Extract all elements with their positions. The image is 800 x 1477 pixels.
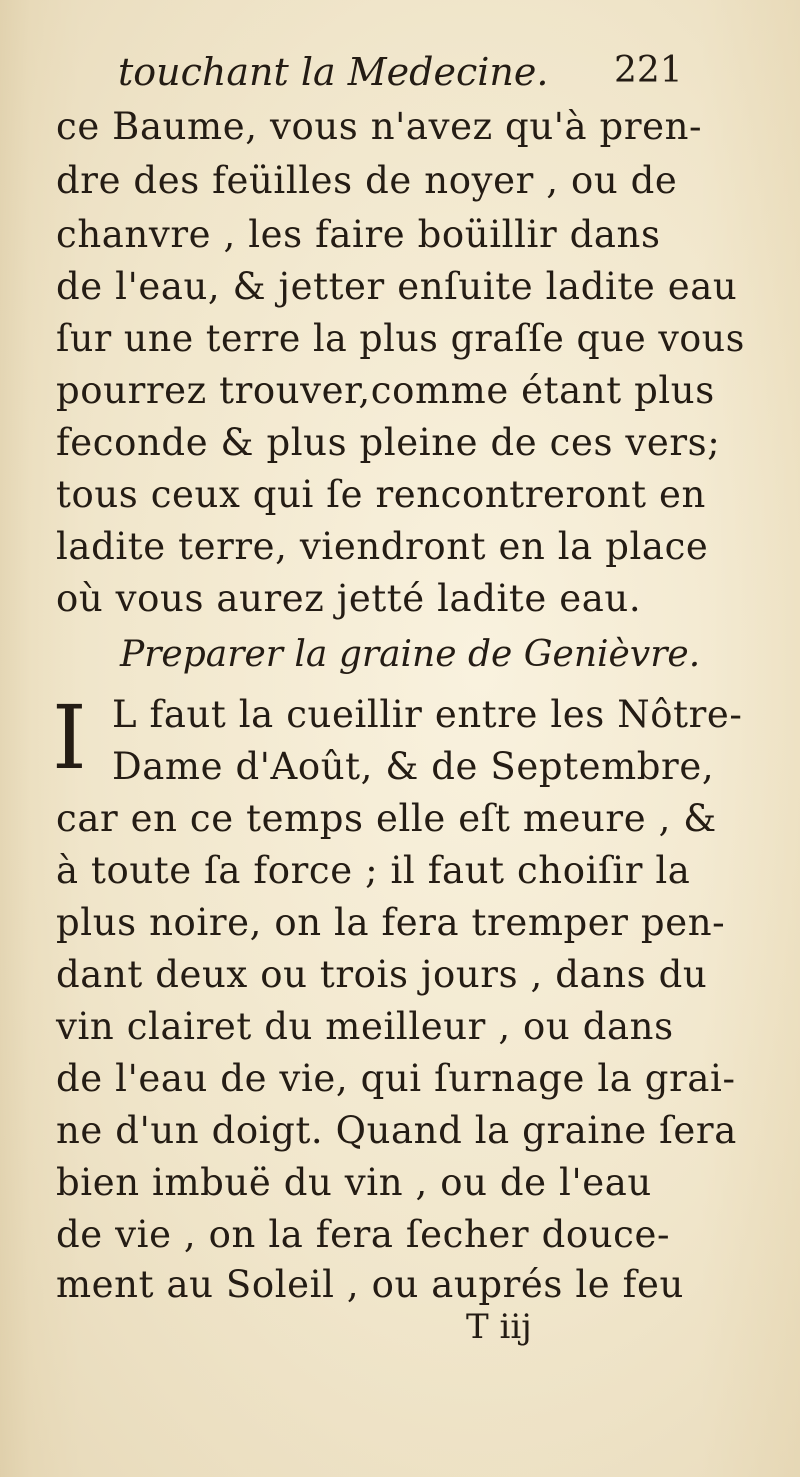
text-line: car en ce temps elle eſt meure , & <box>56 797 717 840</box>
text-line: ment au Soleil , ou auprés le feu <box>56 1263 684 1306</box>
text-line: dre des feüilles de noyer , ou de <box>56 159 678 202</box>
text-line: de vie , on la fera ſecher douce- <box>56 1213 671 1256</box>
text-line: L faut la cueillir entre les Nôtre- <box>112 693 743 736</box>
section-title: Preparer la graine de Genièvre. <box>120 634 701 675</box>
running-title: touchant la Medecine. <box>118 50 549 94</box>
text-line: pourrez trouver,comme étant plus <box>56 369 715 412</box>
text-line: ſur une terre la plus graſſe que vous <box>56 317 745 360</box>
text-line: bien imbuë du vin , ou de l'eau <box>56 1161 652 1204</box>
text-line: plus noire, on la fera tremper pen- <box>56 901 726 944</box>
text-line: ne d'un doigt. Quand la graine ſera <box>56 1109 737 1152</box>
text-line: de l'eau de vie, qui ſurnage la grai- <box>56 1057 736 1100</box>
signature-mark: T iij <box>466 1307 532 1347</box>
text-line: vin clairet du meilleur , ou dans <box>56 1005 674 1048</box>
text-line: chanvre , les faire boüillir dans <box>56 213 661 256</box>
text-line: ladite terre, viendront en la place <box>56 525 709 568</box>
text-line: feconde & plus pleine de ces vers; <box>56 421 721 464</box>
text-line: à toute ſa force ; il faut choiſir la <box>56 849 691 892</box>
text-line: de l'eau, & jetter enſuite ladite eau <box>56 265 738 308</box>
page-number: 221 <box>614 50 683 91</box>
text-line: dant deux ou trois jours , dans du <box>56 953 708 996</box>
text-line: ce Baume, vous n'avez qu'à pren- <box>56 105 703 148</box>
text-line: Dame d'Août, & de Septembre, <box>112 745 715 788</box>
text-line: où vous aurez jetté ladite eau. <box>56 577 642 620</box>
drop-cap: I <box>52 686 87 789</box>
text-line: tous ceux qui ſe rencontreront en <box>56 473 706 516</box>
